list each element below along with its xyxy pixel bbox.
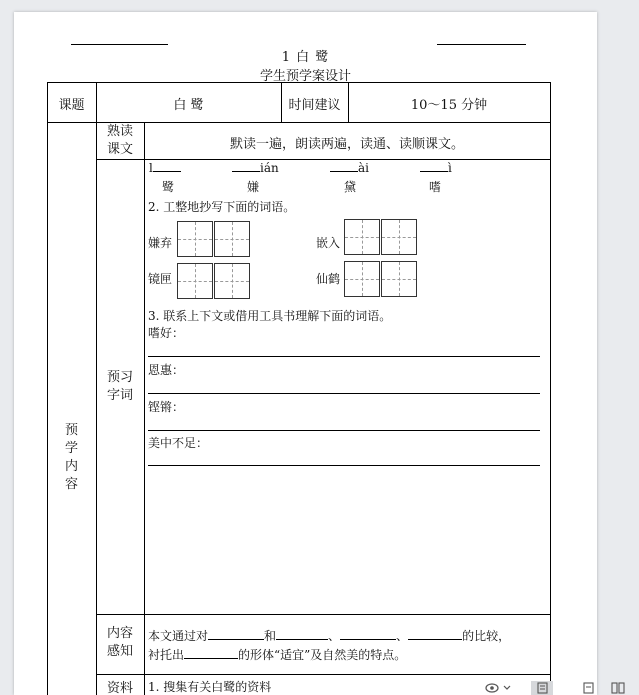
pinyin-text: ài bbox=[358, 161, 369, 175]
reading-label: 熟读 课文 bbox=[106, 124, 133, 157]
content-text: 的形体“适宜”及自然美的特点。 bbox=[238, 648, 407, 662]
content-label: 内容 感知 bbox=[106, 626, 133, 659]
table-top bbox=[47, 82, 550, 83]
copy-word-1: 嫌弃 bbox=[148, 236, 173, 250]
pinyin-blank[interactable] bbox=[153, 171, 181, 172]
content-text: 、 bbox=[328, 629, 341, 643]
writing-grid[interactable] bbox=[381, 261, 417, 297]
fill-blank[interactable] bbox=[408, 639, 462, 640]
pinyin-text: l bbox=[149, 161, 153, 175]
section-divider bbox=[96, 122, 97, 695]
pinyin-item-4 bbox=[420, 161, 452, 175]
content-text: 和 bbox=[264, 629, 277, 643]
copy-word-4: 仙鹤 bbox=[316, 272, 341, 286]
answer-line-3[interactable] bbox=[148, 430, 540, 431]
pinyin-blank[interactable] bbox=[330, 171, 358, 172]
book-icon[interactable] bbox=[611, 682, 625, 694]
pinyin-char-4: 嗜 bbox=[429, 180, 442, 194]
pinyin-text: ián bbox=[260, 161, 279, 175]
vocab-bottom bbox=[96, 614, 550, 615]
term-4: 美中不足： bbox=[148, 436, 209, 450]
table-border-left bbox=[47, 82, 48, 695]
answer-line-2[interactable] bbox=[148, 393, 540, 394]
scrollbar[interactable] bbox=[633, 0, 639, 695]
pinyin-text: ì bbox=[448, 161, 452, 175]
pinyin-char-1: 鹭 bbox=[162, 180, 175, 194]
topic-value: 白 鹭 bbox=[173, 98, 204, 113]
content-line-1 bbox=[148, 627, 510, 644]
lesson-title: 1 白 鹭 bbox=[281, 50, 330, 65]
eye-icon[interactable] bbox=[485, 683, 499, 693]
bottom-label: 资料 bbox=[106, 681, 133, 695]
writing-grid[interactable] bbox=[344, 219, 380, 255]
content-text: 的比较， bbox=[462, 629, 511, 643]
fill-blank[interactable] bbox=[340, 639, 396, 640]
writing-grid[interactable] bbox=[344, 261, 380, 297]
label-divider bbox=[144, 122, 145, 695]
content-text: 、 bbox=[396, 629, 409, 643]
bottom-text: 1. 搜集有关白鹭的资料 bbox=[148, 680, 272, 694]
pinyin-item-3 bbox=[330, 161, 369, 175]
fill-blank[interactable] bbox=[208, 639, 264, 640]
writing-grid[interactable] bbox=[214, 221, 250, 257]
term-1: 嗜好： bbox=[148, 326, 185, 340]
copy-word-2: 嵌入 bbox=[316, 236, 341, 250]
answer-line-1[interactable] bbox=[148, 356, 540, 357]
time-value: 10～15 分钟 bbox=[410, 98, 488, 113]
header-rule-left bbox=[71, 44, 168, 45]
pinyin-char-3: 黛 bbox=[344, 180, 357, 194]
question-2: 2. 工整地抄写下面的词语。 bbox=[148, 200, 296, 214]
reading-bottom bbox=[96, 159, 550, 160]
pinyin-blank[interactable] bbox=[420, 171, 448, 172]
chevron-down-icon[interactable] bbox=[503, 685, 511, 691]
topic-label: 课题 bbox=[58, 98, 85, 113]
reading-instruction: 默读一遍，朗读两遍，读通、读顺课文。 bbox=[229, 137, 464, 152]
time-label: 时间建议 bbox=[288, 98, 341, 113]
answer-line-4[interactable] bbox=[148, 465, 540, 466]
copy-word-3: 镜匣 bbox=[148, 272, 173, 286]
status-bar bbox=[479, 681, 639, 695]
writing-grid[interactable] bbox=[177, 263, 213, 299]
term-2: 恩惠： bbox=[148, 363, 185, 377]
pinyin-item-2 bbox=[232, 161, 279, 175]
page-icon[interactable] bbox=[537, 682, 548, 694]
content-text: 衬托出 bbox=[148, 648, 185, 662]
fill-blank[interactable] bbox=[276, 639, 328, 640]
vocab-label: 预习 字词 bbox=[106, 370, 133, 403]
page-icon[interactable] bbox=[583, 682, 594, 694]
term-3: 铿锵： bbox=[148, 400, 185, 414]
writing-grid[interactable] bbox=[381, 219, 417, 255]
pinyin-char-2: 嫌 bbox=[247, 180, 260, 194]
content-text: 本文通过对 bbox=[148, 629, 209, 643]
fill-blank[interactable] bbox=[184, 658, 238, 659]
table-border-right bbox=[550, 82, 551, 695]
content-bottom bbox=[96, 674, 550, 675]
writing-grid[interactable] bbox=[214, 263, 250, 299]
content-line-2 bbox=[148, 646, 406, 663]
header-rule-right bbox=[437, 44, 526, 45]
question-3: 3. 联系上下文或借用工具书理解下面的词语。 bbox=[148, 309, 392, 323]
doc-title: 学生预学案设计 bbox=[259, 69, 351, 84]
pinyin-blank[interactable] bbox=[232, 171, 260, 172]
writing-grid[interactable] bbox=[177, 221, 213, 257]
section-label: 预 学 内 容 bbox=[64, 423, 78, 492]
pinyin-item-1 bbox=[149, 161, 181, 175]
document-page bbox=[14, 12, 597, 695]
